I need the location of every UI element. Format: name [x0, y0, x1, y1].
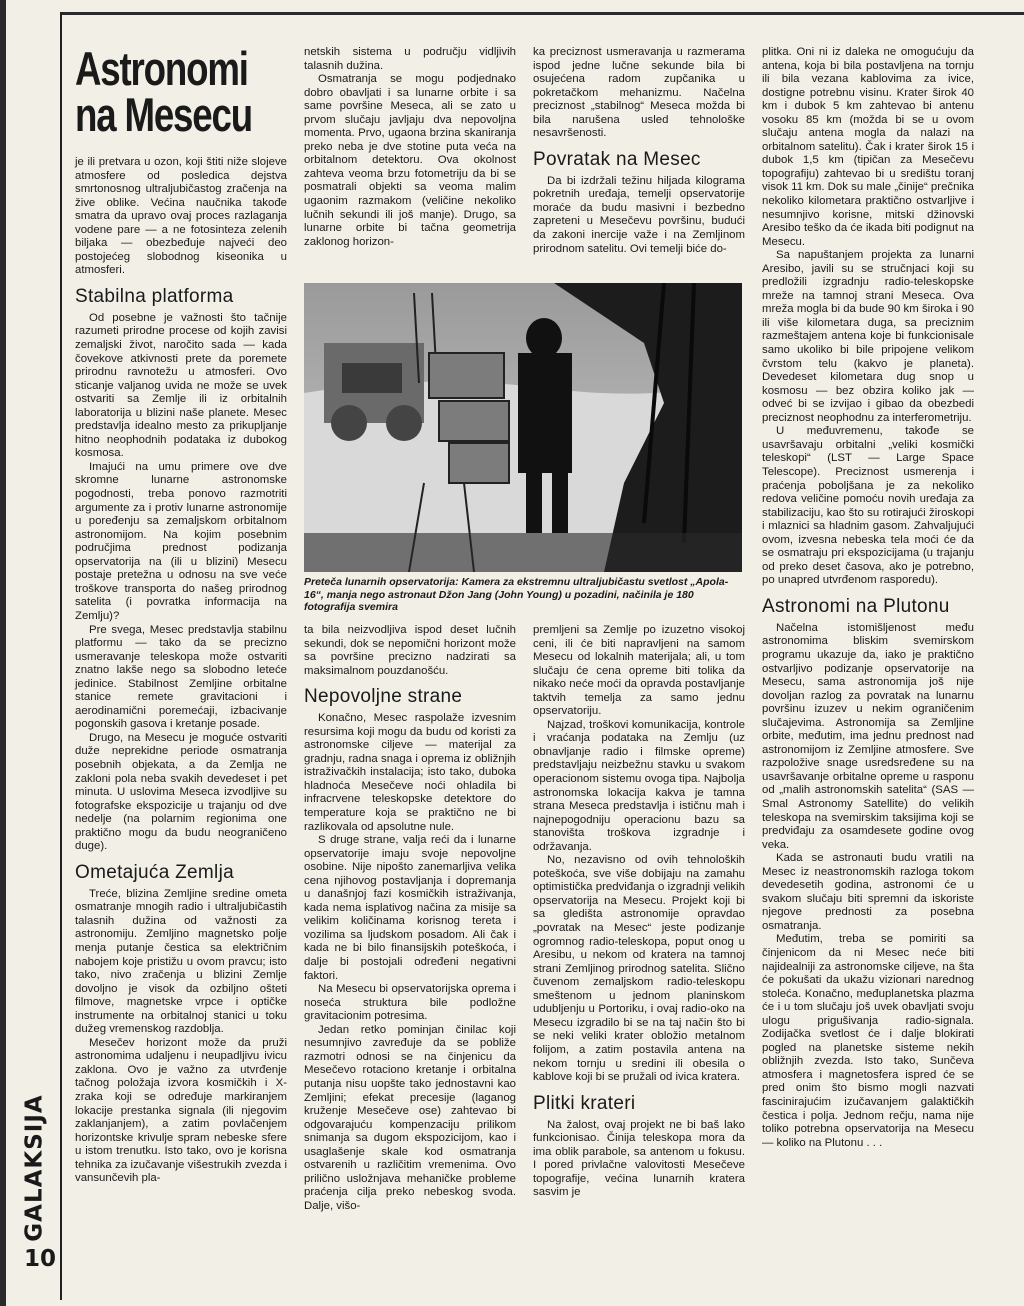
photo-caption: Preteča lunarnih opservatorija: Kamera za ekstremnu ultraljubičastu svetlost „Apola-16“, manja nego astronaut Džon Jang (John Young) u pozadini, načinila je 180 fotografija svemira: [304, 576, 729, 613]
column-5: [304, 624, 516, 1213]
paragraph: Sa napuštanjem projekta za lunarni Aresibo, javili su se stručnjaci koji su predložili izgradnju radio-teleskopske mreže na tamnoj strani Meseca. Ova mreža mogla bi da bude 90 km široka i 90 ili više kilometara duga, sa preciznim razmeštajem antena koje bi funkcionisale samo ukoliko bi bile pripojene velikom čvrstom telu (kakvo je planeta). Devedeset kilometara dug snop u kosmosu — bez obzira koliko jak — odveć bi se izvijao i gibao da obezbedi preciznost neophodnu za interferometriju.: [762, 249, 974, 424]
column-3: [533, 46, 745, 256]
paragraph: ta bila neizvodljiva ispod deset lučnih sekundi, dok se nepomični horizont može sa površine precizno nadzirati sa maksimalnom pouzdanošću.: [304, 624, 516, 677]
paragraph: Jedan retko pominjan činilac koji nesumnjivo zavređuje da se pobliže razmotri odnosi se na činjenicu da Mesečevo rotaciono kretanje i orbitalna putanja nisu uopšte tako jednostavni kao Zemljini; efekat precesije (laganog kruženje Mesečeve ose) zahtevao bi odgovarajuću kompenzaciju prilikom snimanja sa dugom ekspozicijom, kao i usaglašenje skale kod osmatranja ostvarenih u različitim vremenima. Ovo prilično usložnjava mehaničke probleme praćenja cilja preko nebeskog svoda. Dalje, višo-: [304, 1023, 516, 1212]
paragraph: Imajući na umu primere ove dve skromne lunarne astronomske pogodnosti, treba ponovo razmotriti argumente za i protiv lunarne astronomije u poređenju sa zemaljskom orbitalnom astronomijom. Na kojim posebnim područjima prednost podizanja opservatorija na (ili u blizini) Mesecu postaje pretežna u odnosu na sve veće troškove transporta do našeg prirodnog satelita (i povratka informacija na Zemlju)?: [75, 460, 287, 622]
paragraph: No, nezavisno od ovih tehnoloških poteškoća, sve više dobijaju na zamahu optimistička predviđanja o izgradnji velikih opservatorija na Mesecu. Projekt koji bi sa gledišta astronomije opravdao „povratak na Mesec“ jeste podizanje ogromnog radio-teleskopa, poput onog u Aresibu, u nekom od kratera na tamnoj strani Zemljinog prirodnog satelita. Slično čuvenom zemaljskom radio-teleskopu smeštenom u jednom planinskom udubljenju u Portoriku, i ovaj radio-oko na Mesecu izgradilo bi se na taj način što bi se neki veliki krater obložio metalnom folijom, a zatim postavila antena na nekom tornju u sredini ili obesila o kablove koji bi se pružali od ivica kratera.: [533, 854, 745, 1084]
section-heading: Povratak na Mesec: [533, 148, 701, 170]
paragraph: netskih sistema u području vidljivih talasnih dužina.: [304, 46, 516, 72]
left-margin-rule: [60, 12, 62, 1300]
article-title: [75, 42, 252, 141]
paragraph: je ili pretvara u ozon, koji štiti niže slojeve atmosfere od posledica dejstva smrtonosnog ultraljubičastog zračenja na žive oblike. Većina naučnika takođe smatra da upravo ovaj proces razlaganja vodene pare — a ne fotosinteza zelenih biljaka — obezbeđuje najveći deo postojećeg slobodnog kiseonika u atmosferi.: [75, 156, 287, 277]
paragraph: Mesečev horizont može da pruži astronomima udaljenu i neupadljivu ivicu zaklona. Ovo je važno za utvrđenje tačnog položaja izvora kosmičkih i X-zraka koji se određuje markiranjem lokacije prestanka signala (ili njegovim zaklanjanjem), a zatim povlačenjem horizontske krivulje spram nebeske sfere u istom trenutku. Isto tako, ovo je korisna tehnika za izučavanje višestrukih zvezda i vansunčevih pla-: [75, 1036, 287, 1185]
page-binding-edge: [0, 0, 6, 1306]
title-line-2: na Mesecu: [75, 88, 252, 141]
column-2: [304, 46, 516, 249]
paragraph: U međuvremenu, takođe se usavršavaju orbitalni „veliki kosmički teleskopi“ (LST — Large Space Telescope). Preciznost usmerenja i praćenja poboljšana je za nekoliko redova veličine pomoću novih uređaja za stabilizaciju, kao što su rotirajući žiroskopi i mlaznici sa hladnim gasom. Zahvaljujući ovom, izvesna nebeska tela moći će da se osmatraju pri ekspozicijama (u trajanju od preko deset časova, ako je potrebno, po unapred utvrđenom rasporedu).: [762, 425, 974, 587]
column-4: [762, 46, 974, 1150]
paragraph: ka preciznost usmeravanja u razmerama ispod jedne lučne sekunde bila bi osujećena radom zupčanika u pokretačkom mehanizmu. Načelna preciznost „stabilnog“ Meseca možda bi bila narušena usled tehnološke nesavršenosti.: [533, 46, 745, 140]
paragraph: Na žalost, ovaj projekt ne bi baš lako funkcionisao. Činija teleskopa mora da ima oblik parabole, sa antenom u fokusu. I pored privlačne valovitosti Mesečeve topografije, većina lunarnih kratera sasvim je: [533, 1118, 745, 1199]
paragraph: Načelna istomišljenost među astronomima bliskim svemirskom programu ukazuje da, iako je praktično ostvarljivo podizanje opservatorije na Mesecu, sama astronomija još nije dovoljan razlog za povratak na lunarnu površinu izuzev u nekim ograničenim slučajevima. Astronomija sa Zemljine orbite, međutim, ima jednu prednost nad astronomijom iz Zemljine atmosfere. Sve razpoložive snage usredsređene su na usavršavanje orbitalne opreme u rasponu od „malih astronomskih satelita“ (SAS — Smal Astronomy Satellite) do velikih teleskopa na svemirskim taksijima koji se predviđaju za osamdesete godine ovog veka.: [762, 621, 974, 851]
article-photo: [304, 283, 742, 572]
page-number: 10: [24, 1246, 57, 1272]
paragraph: Međutim, treba se pomiriti sa činjenicom da ni Mesec neće biti najidealniji za astronomske ciljeve, na šta će pokušati da ukažu vizionari narednog stoleća. Konačno, međuplanetska plazma će i u tom slučaju još uvek obavljati svoju ulogu prigušivanja radio-signala. Zodijačka svetlost će i dalje blokirati pogled na planetske sisteme nekih obližnjih zvezda. Isto tako, Sunčeva atmosfera i magnetosfera ispred će se pred onim što bismo mogli nazvati fascinirajućim izučavanjem galaktičkih čestica i polja. Jednom rečju, nama nije toliko potrebna opservatorija na Mesecu — koliko na Plutonu . . .: [762, 933, 974, 1149]
paragraph: Drugo, na Mesecu je moguće ostvariti duže neprekidne periode osmatranja posebnih objekata, a da Zemlja ne zakloni pola neba svakih devedeset i pet minuta. U uslovima Meseca izvodljive su fotografske ekspozicije u trajanju od dve nedelje (na polarnim regionima one praktično mogu da budu neograničeno duge).: [75, 731, 287, 853]
paragraph: Kada se astronauti budu vratili na Mesec iz neastronomskih razloga tokom devedesetih godina, astronomi će u svakom slučaju biti spremni da iskoriste njegove prednosti za posebna osmatranja.: [762, 852, 974, 932]
paragraph: Treće, blizina Zemljine sredine ometa osmatranje mnogih radio i ultraljubičastih talasnih dužina od važnosti za astronomiju. Zemljino magnetsko polje menja putanje čestica sa električnim nabojem koje pristižu u ovom pravcu; isto tako, nivo zračenja u blizini Zemlje dovoljno je visok da ozbiljno ošteti filmove, magnetske vrpce i optičke instrumente na orbitalnoj stanici u toku dužeg vremenskog razdoblja.: [75, 887, 287, 1036]
paragraph: Konačno, Mesec raspolaže izvesnim resursima koji mogu da budu od koristi za astronomske ciljeve — materijal za gradnju, radna snaga i oprema iz obližnjih istraživačkih instalacija; isto tako, duboka hladnoća Mesečeve noći ohladila bi infracrvene teleskopske detektore do temperature koja se praktično ne bi razlikovala od apsolutne nule.: [304, 712, 516, 833]
section-heading: Nepovoljne strane: [304, 686, 463, 708]
paragraph: S druge strane, valja reći da i lunarne opservatorije imaju svoje nepovoljne osobine. Nije nipošto zanemarljiva velika cena njihovog postavljanja i dopremanja u današnjoj fazi kosmičkih istraživanja, kada nema isplativog načina za misije sa velikim količinama korisnog tereta i vozilima sa ljudskom posadom. Ali čak i kada ne bi bilo finansijskih poteškoća, i dalje bi postojali određeni negativni faktori.: [304, 834, 516, 982]
paragraph: Osmatranja se mogu podjednako dobro obavljati i sa lunarne orbite i sa same površine Meseca, ali se zato u prvom slučaju javljaju dva nepovoljna momenta. Prvo, ugaona brzina skaniranja preko neba je dve stotine puta veća na orbitalnom detektoru. Ova okolnost zahteva veoma brzu fotometriju da bi se posmatrali objekti sa veoma malim ugaonim razmakom (veličine nekoliko lučnih sekundi ili još manje). Drugo, sa lunarne orbite bi tačna geometrija zaklonog horizon-: [304, 73, 516, 248]
paragraph: Na Mesecu bi opservatorijska oprema i noseća struktura bile podložne gravitacionim potresima.: [304, 983, 516, 1023]
paragraph: Da bi izdržali težinu hiljada kilograma pokretnih uređaja, temelji opservatorije moraće da budu masivni i bezbedno zapreteni u Mesečevu površinu, budući da zakoni inercije važe i na Zemljinom prirodnom satelitu. Ovi temelji biće do-: [533, 174, 745, 255]
section-heading: Astronomi na Plutonu: [762, 595, 950, 617]
column-6: [533, 624, 745, 1200]
paragraph: Najzad, troškovi komunikacija, kontrole i vraćanja podataka na Zemlju (uz obnavljanje radio i filmske opreme) predstavljaju neizbežnu stavku u svakom operacionom sistemu ovoga tipa. Najbolja astronomska lokacija kakva je tamna strana Meseca predstavlja i ističnu mah i najnepogodniju operacionu bazu sa stanovišta troškova izgradnje i održavanja.: [533, 718, 745, 853]
magazine-name: GALAKSIJA: [22, 1094, 49, 1242]
section-heading: Ometajuća Zemlja: [75, 861, 234, 883]
lunar-camera-photo: [304, 283, 742, 572]
paragraph: plitka. Oni ni iz daleka ne omogućuju da antena, koja bi bila postavljena na tornju ili bila vezana kablovima za ivice, dostigne potrebnu visinu. Krater širok 40 km i dubok 5 km zahtevao bi antenu vosoku 85 km (možda bi se u ovom slučaju antena mogla da nalazi na orbitalnom satelitu). Čak i krater širok 15 i dubok 1,5 km (tipičan za Mesečevu topografiju) zahtevao bi u središtu toranj visok 11 km. Dok su male „činije“ prečnika nekoliko kilometara praktično ostvarljive i nesumnjivo korisne, mitski džinovski Aresibo teško da će ikada biti podignut na Mesecu.: [762, 46, 974, 248]
section-heading: Plitki krateri: [533, 1092, 636, 1114]
paragraph: Od posebne je važnosti što tačnije razumeti prirodne procese od kojih zavisi zemaljski život, naročito sada — kada čovekove atkivnosti prete da poremete prirodnu ravnotežu u atmosferi. Ovo sticanje valjanog uvida ne može se uvek ostvariti sa Zemlje ili iz orbitalnih laboratorija u blizini naše planete. Mesec predstavlja idealno mesto za prikupljanje hitno neophodnih podataka iz dubokog kosmosa.: [75, 311, 287, 460]
paragraph: Pre svega, Mesec predstavlja stabilnu platformu — tako da se precizno usmeravanje teleskopa može ostvariti znatno lakše nego sa slobodno leteće jedinice. Stabilnost Zemljine orbitalne stanice remete gravitacioni i aerodinamični poremećaji, izbacivanje pogonskih gasova i kretanje posade.: [75, 623, 287, 731]
top-rule: [60, 12, 1024, 15]
paragraph: premljeni sa Zemlje po izuzetno visokoj ceni, ili će biti napravljeni na samom Mesecu od lokalnih materijala; ali, u tom slučaju će cena opreme biti tolika da nikako neće moći da opravda postavljanje taktvih temelja za samo jednu opservatoriju.: [533, 624, 745, 718]
title-line-1: Astronomi: [75, 42, 248, 95]
column-1: [75, 42, 287, 1186]
section-heading: Stabilna platforma: [75, 285, 234, 307]
